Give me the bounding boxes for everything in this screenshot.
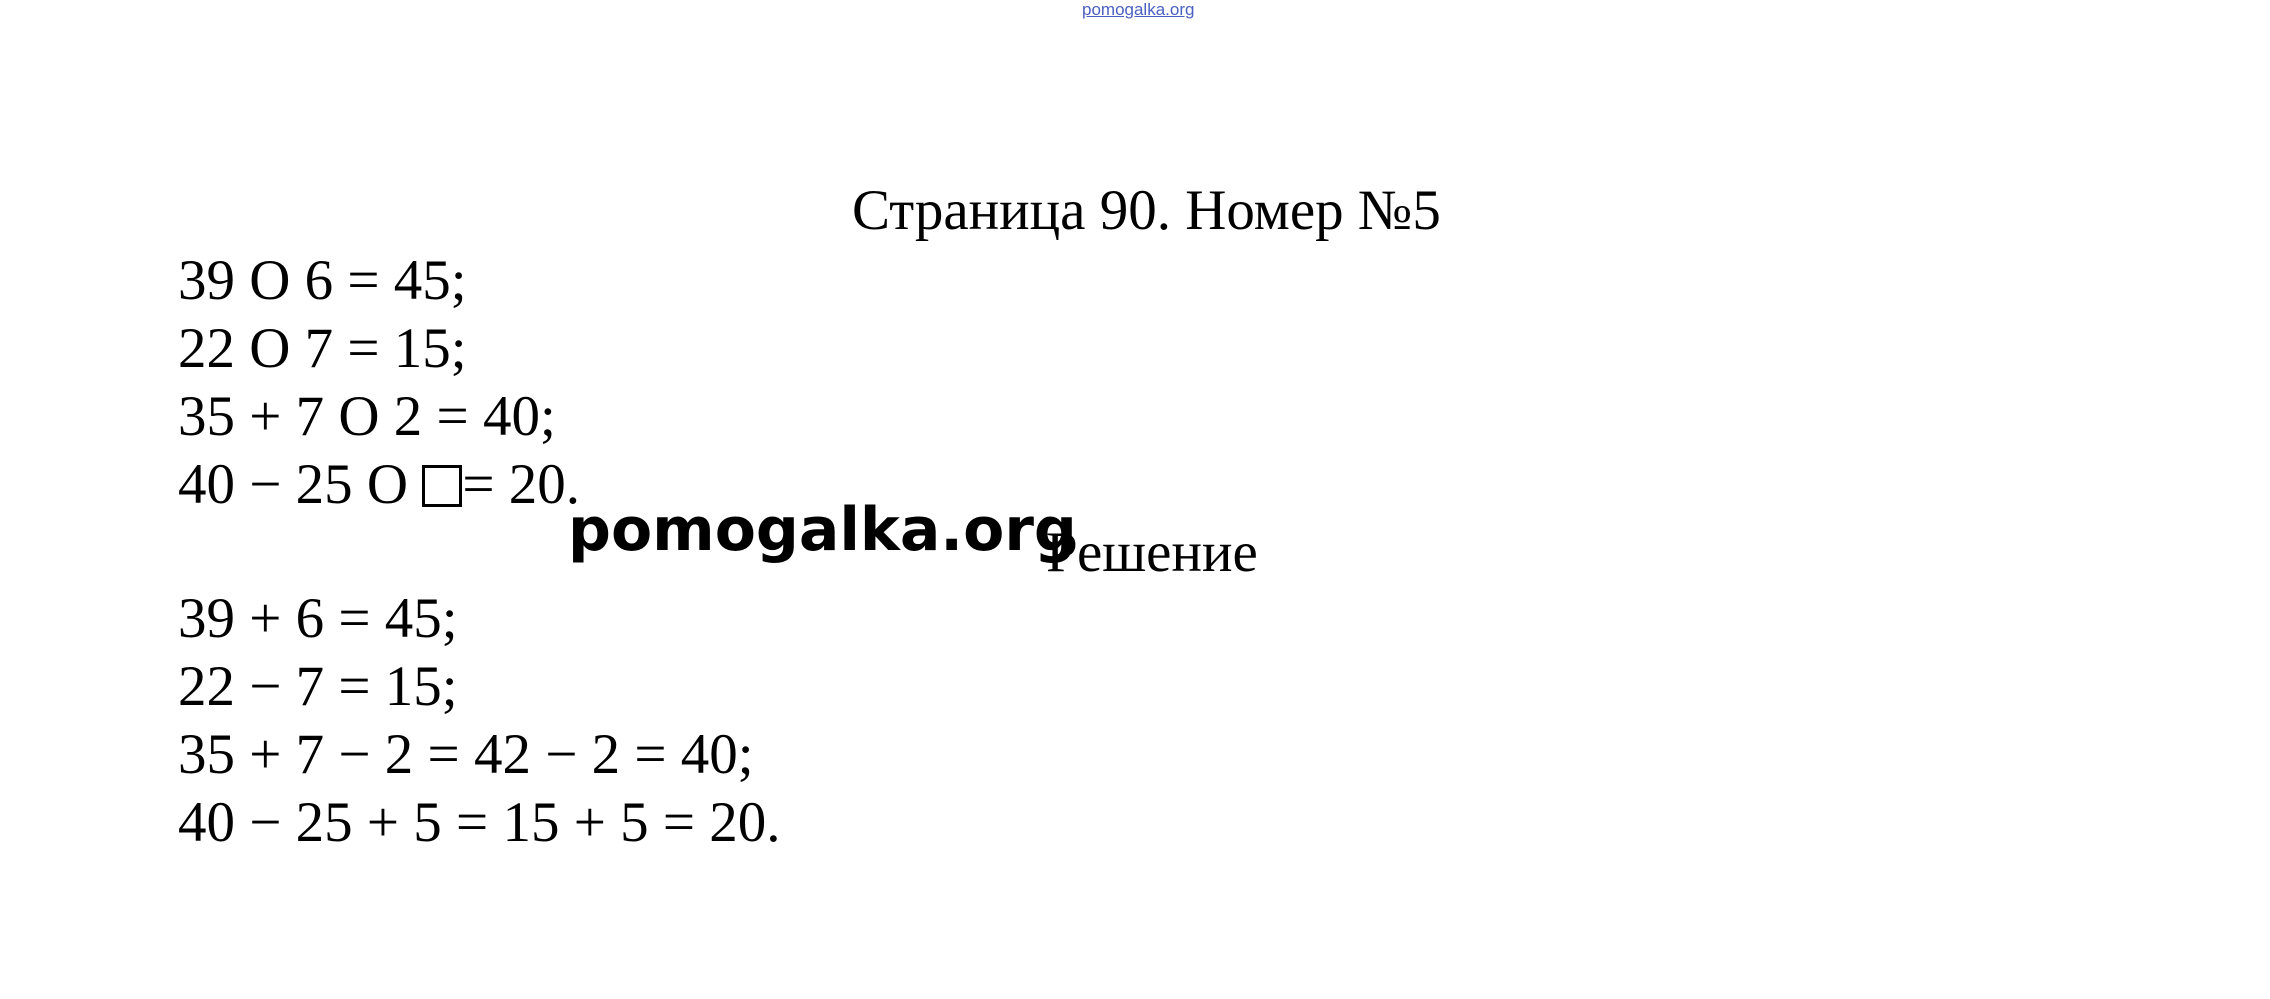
- task-line-4-end: = 20.: [462, 453, 580, 516]
- solution-line-3: 35 + 7 − 2 = 42 − 2 = 40;: [178, 723, 754, 786]
- task-line-2: 22 O 7 = 15;: [178, 317, 467, 380]
- task-line-1: 39 O 6 = 45;: [178, 249, 467, 312]
- empty-box: [422, 465, 462, 507]
- solution-heading: Решение: [1046, 521, 1258, 584]
- site-link[interactable]: pomogalka.org: [1082, 0, 1195, 19]
- task-line-3: 35 + 7 O 2 = 40;: [178, 385, 556, 448]
- watermark-logo: pomogalka.org: [568, 495, 1077, 565]
- solution-line-1: 39 + 6 = 45;: [178, 587, 458, 650]
- solution-line-2: 22 − 7 = 15;: [178, 655, 458, 718]
- task-line-4: [178, 453, 580, 516]
- solution-line-4: 40 − 25 + 5 = 15 + 5 = 20.: [178, 791, 781, 854]
- task-line-4-start: 40 − 25 O: [178, 453, 423, 516]
- page-title: Страница 90. Номер №5: [852, 179, 1441, 242]
